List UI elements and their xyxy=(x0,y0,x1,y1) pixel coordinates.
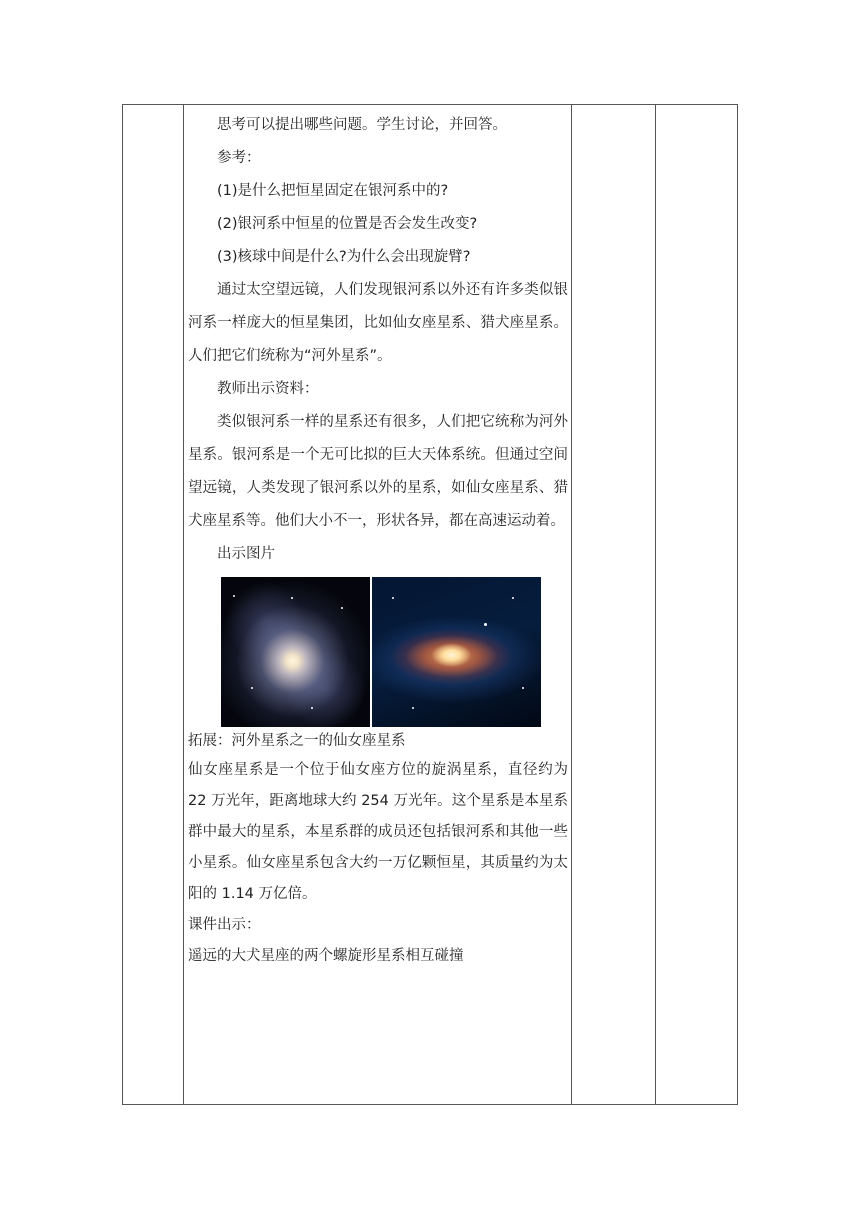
extension-title: 拓展：河外星系之一的仙女座星系 xyxy=(188,733,406,749)
table-column-divider xyxy=(655,105,656,1104)
teacher-label: 教师出示资料： xyxy=(217,381,319,397)
question-1: (1)是什么把恒星固定在银河系中的? xyxy=(217,183,449,199)
spiral-galaxy-image xyxy=(221,577,370,727)
question-3: (3)核球中间是什么?为什么会出现旋臂? xyxy=(217,249,471,265)
telescope-paragraph: 通过太空望远镜，人们发现银河系以外还有许多类似银河系一样庞大的恒星集团，比如仙女座星系、猎犬座星系。人们把它们统称为“河外星系”。 xyxy=(188,282,568,364)
andromeda-paragraph: 仙女座星系是一个位于仙女座方位的旋涡星系，直径约为 22 万光年，距离地球大约 254 万光年。这个星系是本星系群中最大的星系，本星系群的成员还包括银河系和其他一些小星系。仙女座星系包含大约一万亿颗恒星，其质量约为太阳的 1.14 万亿倍。 xyxy=(188,762,568,902)
show-pictures-label: 出示图片 xyxy=(217,546,275,562)
question-2: (2)银河系中恒星的位置是否会发生改变? xyxy=(217,216,478,232)
discussion-line: 思考可以提出哪些问题。学生讨论，并回答。 xyxy=(217,117,507,133)
reference-label: 参考： xyxy=(217,150,261,166)
andromeda-galaxy-image xyxy=(372,577,541,727)
table-column-divider xyxy=(571,105,572,1104)
galaxy-image-gallery xyxy=(221,577,568,727)
courseware-label: 课件出示： xyxy=(188,917,261,933)
table-column-divider xyxy=(183,105,184,1104)
material-paragraph: 类似银河系一样的星系还有很多，人们把它统称为河外星系。银河系是一个无可比拟的巨大天体系统。但通过空间望远镜，人类发现了银河系以外的星系，如仙女座星系、猎犬座星系等。他们大小不一，形状各异，都在高速运动着。 xyxy=(188,414,568,529)
lesson-content-cell xyxy=(188,109,568,972)
collision-line: 遥远的大犬星座的两个螺旋形星系相互碰撞 xyxy=(188,948,464,964)
